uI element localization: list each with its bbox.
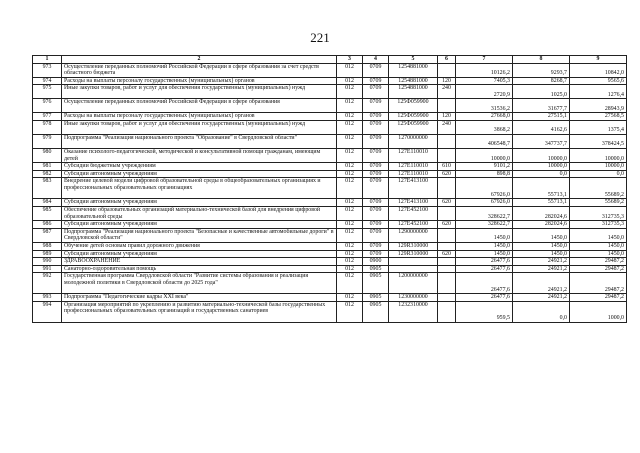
row-amount-col8: 9293,7 <box>513 63 570 77</box>
row-section-code: 0709 <box>363 178 389 199</box>
row-ministry-code: 012 <box>337 228 363 242</box>
row-amount-col9: 10842,0 <box>570 63 627 77</box>
row-ministry-code: 012 <box>337 294 363 302</box>
row-target-code: 1270000000 <box>389 134 438 148</box>
row-number: 987 <box>33 228 62 242</box>
header-cell: 1 <box>33 56 62 64</box>
row-ministry-code: 012 <box>337 265 363 273</box>
row-section-code: 0905 <box>363 265 389 273</box>
row-number: 975 <box>33 85 62 99</box>
row-number: 988 <box>33 242 62 250</box>
row-amount-col7: 959,5 <box>456 301 513 322</box>
row-section-code: 0709 <box>363 134 389 148</box>
row-number: 979 <box>33 134 62 148</box>
table-row <box>33 228 627 242</box>
row-target-code: 125Ф059900 <box>389 120 438 134</box>
row-name: Субсидии автономным учреждениям <box>62 250 337 258</box>
row-name: Государственная программа Свердловской области "Развитие системы образования и реализация молодежной политики в Свердловской области до 2025 года" <box>62 273 337 294</box>
row-section-code: 0709 <box>363 77 389 85</box>
row-amount-col7: 26477,6 <box>456 258 513 266</box>
page-number: 221 <box>310 30 330 45</box>
row-ministry-code: 012 <box>337 85 363 99</box>
row-number: 977 <box>33 113 62 121</box>
row-ministry-code: 012 <box>337 221 363 229</box>
row-amount-col9: 1450,0 <box>570 228 627 242</box>
row-number: 983 <box>33 178 62 199</box>
table-row <box>33 178 627 199</box>
row-expense-type <box>438 273 456 294</box>
row-amount-col8: 10000,0 <box>513 148 570 162</box>
row-amount-col8: 55713,1 <box>513 178 570 199</box>
table-row <box>33 221 627 229</box>
row-amount-col8: 1450,0 <box>513 250 570 258</box>
row-number: 990 <box>33 258 62 266</box>
row-ministry-code: 012 <box>337 250 363 258</box>
row-ministry-code: 012 <box>337 206 363 220</box>
row-amount-col7: 9101,2 <box>456 163 513 171</box>
row-target-code: 1200000000 <box>389 273 438 294</box>
row-target-code: 127E452100 <box>389 206 438 220</box>
row-name: Санаторно-оздоровительная помощь <box>62 265 337 273</box>
row-target-code: 125Ф059900 <box>389 113 438 121</box>
row-target-code: 127E110010 <box>389 148 438 162</box>
row-ministry-code: 012 <box>337 258 363 266</box>
row-section-code: 0900 <box>363 258 389 266</box>
row-section-code: 0709 <box>363 250 389 258</box>
row-amount-col8: 0,0 <box>513 170 570 178</box>
header-cell: 8 <box>513 56 570 64</box>
header-cell: 7 <box>456 56 513 64</box>
row-name: Иные закупки товаров, работ и услуг для обеспечения государственных (муниципальных) нужд <box>62 120 337 134</box>
row-amount-col9: 1375,4 <box>570 120 627 134</box>
row-ministry-code: 012 <box>337 148 363 162</box>
row-section-code: 0709 <box>363 85 389 99</box>
row-amount-col7: 67926,0 <box>456 178 513 199</box>
row-name: Подпрограмма "Реализация национального проекта "Безопасные и качественные автомобильные дороги" в Свердловской области" <box>62 228 337 242</box>
row-amount-col9: 55689,2 <box>570 178 627 199</box>
row-amount-col8: 4162,6 <box>513 120 570 134</box>
row-name: Субсидии автономным учреждениям <box>62 221 337 229</box>
header-cell: 5 <box>389 56 438 64</box>
row-target-code: 127E110010 <box>389 170 438 178</box>
row-target-code: 129R310000 <box>389 250 438 258</box>
row-expense-type: 240 <box>438 120 456 134</box>
table-row <box>33 99 627 113</box>
table-row <box>33 250 627 258</box>
row-amount-col7: 7405,3 <box>456 77 513 85</box>
row-expense-type: 610 <box>438 163 456 171</box>
row-target-code: 125Ф059900 <box>389 99 438 113</box>
row-amount-col9: 29487,2 <box>570 265 627 273</box>
row-expense-type: 120 <box>438 113 456 121</box>
row-amount-col9: 10000,0 <box>570 163 627 171</box>
row-expense-type <box>438 206 456 220</box>
row-target-code: 127E452100 <box>389 221 438 229</box>
row-amount-col7: 3868,2 <box>456 120 513 134</box>
row-expense-type <box>438 134 456 148</box>
row-amount-col7: 1450,0 <box>456 228 513 242</box>
table-row <box>33 206 627 220</box>
row-amount-col8: 1025,0 <box>513 85 570 99</box>
row-number: 976 <box>33 99 62 113</box>
row-section-code: 0709 <box>363 228 389 242</box>
row-ministry-code: 012 <box>337 113 363 121</box>
row-expense-type: 120 <box>438 77 456 85</box>
row-amount-col9: 55689,2 <box>570 199 627 207</box>
row-name: Расходы на выплаты персоналу государственных (муниципальных) органов <box>62 113 337 121</box>
row-name: Подпрограмма "Педагогические кадры XXI века" <box>62 294 337 302</box>
table-row <box>33 199 627 207</box>
row-target-code: 1232310000 <box>389 301 438 322</box>
row-amount-col7: 328622,7 <box>456 221 513 229</box>
row-section-code: 0709 <box>363 113 389 121</box>
row-section-code: 0905 <box>363 294 389 302</box>
row-amount-col8: 27515,1 <box>513 113 570 121</box>
row-target-code <box>389 258 438 266</box>
row-amount-col9: 378424,5 <box>570 134 627 148</box>
table-row <box>33 258 627 266</box>
row-expense-type <box>438 265 456 273</box>
row-amount-col7: 67926,0 <box>456 199 513 207</box>
row-number: 986 <box>33 221 62 229</box>
table-row <box>33 163 627 171</box>
row-ministry-code: 012 <box>337 77 363 85</box>
row-target-code: 1254881000 <box>389 85 438 99</box>
table-row <box>33 113 627 121</box>
row-name: Организация мероприятий по укреплению и развитию материально-технической базы государственных профессиональных образовательных организаций и государственных санаториев <box>62 301 337 322</box>
table-body <box>33 56 627 323</box>
row-ministry-code: 012 <box>337 163 363 171</box>
row-name: Осуществление переданных полномочий Российской Федерации в сфере образования <box>62 99 337 113</box>
row-number: 994 <box>33 301 62 322</box>
row-amount-col7: 26477,6 <box>456 273 513 294</box>
row-amount-col9: 9565,6 <box>570 77 627 85</box>
table-row <box>33 294 627 302</box>
row-ministry-code: 012 <box>337 63 363 77</box>
row-ministry-code: 012 <box>337 199 363 207</box>
row-number: 978 <box>33 120 62 134</box>
row-expense-type <box>438 63 456 77</box>
row-ministry-code: 012 <box>337 242 363 250</box>
row-amount-col8: 0,0 <box>513 301 570 322</box>
table-row <box>33 148 627 162</box>
row-name: Оказание психолого-педагогической, методической и консультативной помощи гражданам, имеющим детей <box>62 148 337 162</box>
row-amount-col9: 1276,4 <box>570 85 627 99</box>
row-amount-col7: 406548,7 <box>456 134 513 148</box>
table-row <box>33 170 627 178</box>
table-row <box>33 85 627 99</box>
row-amount-col7: 1450,0 <box>456 250 513 258</box>
row-section-code: 0709 <box>363 221 389 229</box>
row-amount-col8: 347737,7 <box>513 134 570 148</box>
row-expense-type <box>438 228 456 242</box>
row-amount-col8: 31677,7 <box>513 99 570 113</box>
row-amount-col9: 0,0 <box>570 170 627 178</box>
row-expense-type: 620 <box>438 170 456 178</box>
row-amount-col7: 328622,7 <box>456 206 513 220</box>
table-row <box>33 273 627 294</box>
row-target-code: 129R310000 <box>389 242 438 250</box>
row-ministry-code: 012 <box>337 134 363 148</box>
row-amount-col8: 1450,0 <box>513 242 570 250</box>
row-expense-type <box>438 99 456 113</box>
table-row <box>33 301 627 322</box>
row-ministry-code: 012 <box>337 301 363 322</box>
header-cell: 9 <box>570 56 627 64</box>
row-name: Субсидии автономным учреждениям <box>62 170 337 178</box>
row-amount-col7: 1450,0 <box>456 242 513 250</box>
row-section-code: 0709 <box>363 206 389 220</box>
row-target-code: 1290000000 <box>389 228 438 242</box>
row-amount-col8: 24921,2 <box>513 294 570 302</box>
row-amount-col7: 27668,0 <box>456 113 513 121</box>
row-number: 992 <box>33 273 62 294</box>
row-number: 985 <box>33 206 62 220</box>
row-name: Иные закупки товаров, работ и услуг для обеспечения государственных (муниципальных) нужд <box>62 85 337 99</box>
row-amount-col9: 29487,2 <box>570 258 627 266</box>
table-row <box>33 265 627 273</box>
row-amount-col9: 312735,3 <box>570 206 627 220</box>
row-name: Субсидии бюджетным учреждениям <box>62 163 337 171</box>
row-amount-col9: 10000,0 <box>570 148 627 162</box>
row-amount-col9: 312735,3 <box>570 221 627 229</box>
row-number: 980 <box>33 148 62 162</box>
table-row <box>33 77 627 85</box>
row-section-code: 0709 <box>363 63 389 77</box>
header-cell: 2 <box>62 56 337 64</box>
row-section-code: 0709 <box>363 99 389 113</box>
row-number: 981 <box>33 163 62 171</box>
row-number: 993 <box>33 294 62 302</box>
row-ministry-code: 012 <box>337 178 363 199</box>
row-expense-type <box>438 178 456 199</box>
table-row <box>33 242 627 250</box>
row-amount-col9: 29487,2 <box>570 294 627 302</box>
row-number: 989 <box>33 250 62 258</box>
row-name: Обучение детей основам правил дорожного движения <box>62 242 337 250</box>
row-ministry-code: 012 <box>337 99 363 113</box>
row-ministry-code: 012 <box>337 170 363 178</box>
row-amount-col8: 24921,2 <box>513 258 570 266</box>
row-expense-type <box>438 148 456 162</box>
row-ministry-code: 012 <box>337 273 363 294</box>
row-name: ЗДРАВООХРАНЕНИЕ <box>62 258 337 266</box>
row-name: Обеспечение образовательных организаций материально-технической базой для внедрения цифровой образовательной среды <box>62 206 337 220</box>
row-target-code: 127E413100 <box>389 178 438 199</box>
row-number: 982 <box>33 170 62 178</box>
row-ministry-code: 012 <box>337 120 363 134</box>
row-expense-type: 240 <box>438 85 456 99</box>
row-expense-type <box>438 242 456 250</box>
row-number: 974 <box>33 77 62 85</box>
row-name: Подпрограмма "Реализация национального проекта "Образование" в Свердловской области" <box>62 134 337 148</box>
row-section-code: 0905 <box>363 273 389 294</box>
row-amount-col9: 27568,5 <box>570 113 627 121</box>
row-section-code: 0709 <box>363 170 389 178</box>
row-amount-col9: 1450,0 <box>570 242 627 250</box>
row-number: 991 <box>33 265 62 273</box>
row-amount-col8: 10000,0 <box>513 163 570 171</box>
row-section-code: 0905 <box>363 301 389 322</box>
row-amount-col7: 31536,2 <box>456 99 513 113</box>
budget-table <box>32 55 627 323</box>
table-row <box>33 120 627 134</box>
row-amount-col8: 55713,1 <box>513 199 570 207</box>
row-expense-type: 620 <box>438 199 456 207</box>
header-cell: 3 <box>337 56 363 64</box>
row-section-code: 0709 <box>363 163 389 171</box>
row-amount-col8: 24921,2 <box>513 273 570 294</box>
row-section-code: 0709 <box>363 120 389 134</box>
row-amount-col7: 26477,6 <box>456 294 513 302</box>
row-target-code: 127E413100 <box>389 199 438 207</box>
row-target-code: 1254881000 <box>389 63 438 77</box>
row-amount-col9: 28943,9 <box>570 99 627 113</box>
row-amount-col7: 10126,2 <box>456 63 513 77</box>
row-amount-col8: 8268,7 <box>513 77 570 85</box>
row-expense-type: 620 <box>438 221 456 229</box>
row-amount-col8: 282024,6 <box>513 206 570 220</box>
row-amount-col9: 1000,0 <box>570 301 627 322</box>
row-section-code: 0709 <box>363 148 389 162</box>
header-cell: 4 <box>363 56 389 64</box>
row-target-code <box>389 265 438 273</box>
row-expense-type <box>438 294 456 302</box>
row-name: Субсидии автономным учреждениям <box>62 199 337 207</box>
row-expense-type <box>438 301 456 322</box>
row-name: Внедрение целевой модели цифровой образовательной среды в общеобразовательных организациях и профессиональных образовательных организациях <box>62 178 337 199</box>
row-amount-col7: 898,8 <box>456 170 513 178</box>
row-expense-type <box>438 258 456 266</box>
header-cell: 6 <box>438 56 456 64</box>
row-section-code: 0709 <box>363 199 389 207</box>
row-amount-col8: 282024,6 <box>513 221 570 229</box>
row-amount-col7: 10000,0 <box>456 148 513 162</box>
table-row <box>33 134 627 148</box>
row-number: 973 <box>33 63 62 77</box>
row-amount-col7: 26477,6 <box>456 265 513 273</box>
row-amount-col9: 1450,0 <box>570 250 627 258</box>
row-target-code: 1254881000 <box>389 77 438 85</box>
row-name: Расходы на выплаты персоналу государственных (муниципальных) органов <box>62 77 337 85</box>
row-expense-type: 620 <box>438 250 456 258</box>
table-row <box>33 63 627 77</box>
row-number: 984 <box>33 199 62 207</box>
row-amount-col8: 24921,2 <box>513 265 570 273</box>
row-amount-col7: 2720,9 <box>456 85 513 99</box>
row-amount-col9: 29487,2 <box>570 273 627 294</box>
row-name: Осуществление переданных полномочий Российской Федерации в сфере образования за счет средств областного бюджета <box>62 63 337 77</box>
row-section-code: 0709 <box>363 242 389 250</box>
table-header-row <box>33 56 627 64</box>
row-amount-col8: 1450,0 <box>513 228 570 242</box>
row-target-code: 127E110010 <box>389 163 438 171</box>
row-target-code: 1230000000 <box>389 294 438 302</box>
